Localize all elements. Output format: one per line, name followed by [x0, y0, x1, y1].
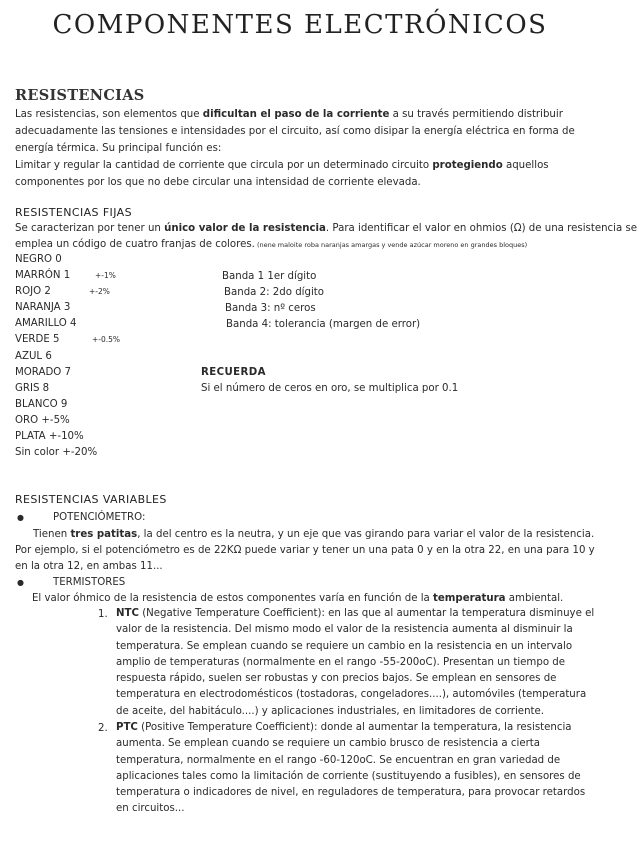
color-row: AZUL 6	[15, 350, 52, 362]
ptc-line: temperatura o indicadores de nivel, en reguladores de temperatura, para provocar retardos	[116, 787, 586, 799]
color-row: MARRÓN 1 +-1%	[15, 270, 116, 282]
bullet-icon: ●	[17, 578, 24, 587]
color-row: GRIS 8	[15, 382, 50, 394]
pot-line-2: Por ejemplo, si el potenciómetro es de 22KΩ puede variar y tener un una pata 0 y en la otra 22, en una para 10 y	[15, 545, 595, 556]
band-2: Banda 2: 2do dígito	[224, 287, 325, 298]
resistencias-line-1: Las resistencias, son elementos que dificultan el paso de la corriente a su través permitiendo distribuir	[15, 109, 563, 120]
ntc-line: temperatura en electrodomésticos (tostadoras, congeladores....), automóviles (temperatura	[116, 689, 587, 701]
ptc-number: 2.	[98, 723, 108, 734]
termistores-title: TERMISTORES	[53, 577, 126, 588]
pot-line-3: en la otra 12, en ambas 11...	[15, 561, 163, 572]
color-row: NARANJA 3	[15, 302, 71, 314]
color-row: MORADO 7	[15, 366, 72, 378]
ptc-line: en circuitos...	[116, 803, 185, 815]
color-row: BLANCO 9	[15, 398, 68, 410]
resistencias-line-4: Limitar y regular la cantidad de corriente que circula por un determinado circuito protegiendo aquellos	[15, 160, 549, 171]
ntc-line: amplio de temperaturas (normalmente en el rango -55-200oC). Presentan un tiempo de	[116, 656, 566, 668]
ntc-line: temperatura. Se emplean cuando se requiere un cambio en la resistencia en un intervalo	[116, 640, 573, 652]
recuerda-title: RECUERDA	[201, 367, 266, 378]
section-heading-resistencias: RESISTENCIAS	[15, 87, 145, 104]
recuerda-text: Si el número de ceros en oro, se multiplica por 0.1	[201, 383, 459, 394]
color-row: PLATA +-10%	[15, 431, 84, 443]
pot-line-1: Tienen tres patitas, la del centro es la neutra, y un eje que vas girando para variar el valor de la resistencia.	[33, 529, 595, 540]
resistencias-line-3: energía térmica. Su principal función es:	[15, 143, 222, 154]
ptc-line: aplicaciones tales como la limitación de corriente (sustituyendo a fusibles), en sensores de	[116, 770, 581, 782]
ptc-line: aumenta. Se emplean cuando se requiere un cambio brusco de resistencia a cierta	[116, 738, 541, 750]
bullet-icon: ●	[17, 513, 24, 522]
color-row: AMARILLO 4	[15, 318, 77, 330]
band-3: Banda 3: nº ceros	[225, 303, 316, 314]
color-row: Sin color +-20%	[15, 447, 98, 459]
page-title: COMPONENTES ELECTRÓNICOS	[52, 10, 548, 40]
color-code-list	[15, 252, 205, 461]
band-4: Banda 4: tolerancia (margen de error)	[226, 319, 421, 330]
color-row: NEGRO 0	[15, 254, 62, 265]
ntc-line: de aceite, del habitáculo....) y aplicaciones industriales, en limitadores de corriente.	[116, 705, 545, 717]
ptc-item	[116, 720, 596, 818]
ntc-line: NTC (Negative Temperature Coefficient): en las que al aumentar la temperatura disminuye el	[116, 608, 595, 619]
ntc-number: 1.	[98, 609, 108, 620]
fijas-line-1: Se caracterizan por tener un único valor de la resistencia. Para identificar el valor en ohmios (Ω) de una resistencia se	[15, 223, 637, 234]
ptc-line: PTC (Positive Temperature Coefficient): donde al aumentar la temperatura, la resistencia	[116, 722, 572, 733]
section-heading-fijas: RESISTENCIAS FIJAS	[15, 206, 132, 219]
ntc-item	[116, 606, 596, 720]
color-row: VERDE 5 +-0.5%	[15, 334, 121, 346]
ptc-line: temperatura, normalmente en el rango -60-120oC. Se encuentran en gran variedad de	[116, 754, 561, 766]
resistencias-line-5: componentes por los que no debe circular una intensidad de corriente elevada.	[15, 177, 421, 188]
ntc-line: valor de la resistencia. Del mismo modo el valor de la resistencia aumenta al disminuir la	[116, 624, 573, 636]
term-line-1: El valor óhmico de la resistencia de estos componentes varía en función de la temperatura ambiental.	[32, 593, 564, 604]
section-heading-variables: RESISTENCIAS VARIABLES	[15, 493, 167, 506]
potenciometro-title: POTENCIÓMETRO:	[53, 512, 146, 523]
ntc-line: respuesta rápido, suelen ser robustas y con precios bajos. Se emplean en sensores de	[116, 673, 557, 685]
color-row: ORO +-5%	[15, 414, 70, 426]
fijas-line-2: emplea un código de cuatro franjas de colores. (nene maloite roba naranjas amargas y vende azúcar moreno en grandes bloques)	[15, 239, 528, 250]
band-1: Banda 1 1er dígito	[222, 271, 317, 282]
color-row: ROJO 2 +-2%	[15, 286, 110, 298]
resistencias-line-2: adecuadamente las tensiones e intensidades por el circuito, así como disipar la energía eléctrica en forma de	[15, 126, 575, 137]
